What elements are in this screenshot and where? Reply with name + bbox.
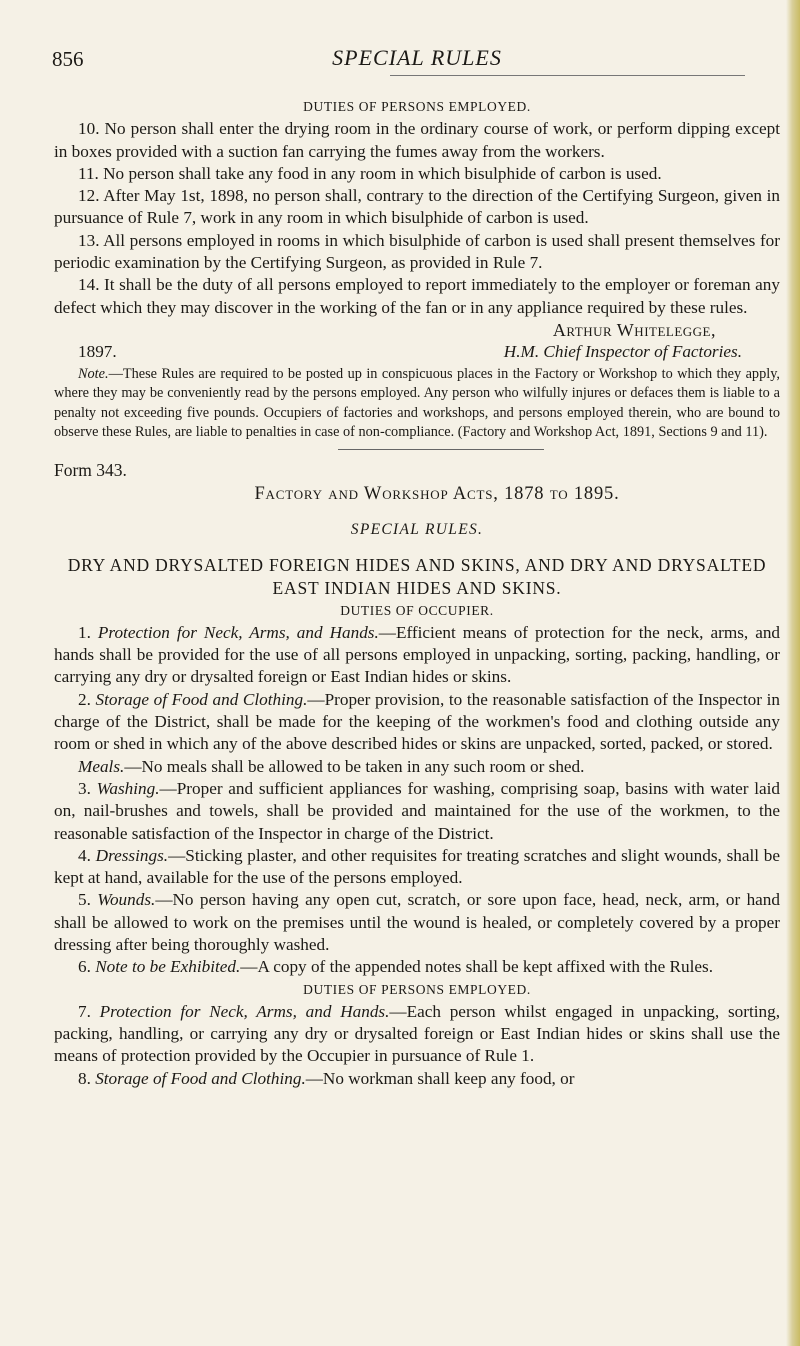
rule-title: Dressings. <box>95 845 169 865</box>
rule-number: 7. <box>78 1001 91 1021</box>
rule-title: Storage of Food and Clothing. <box>95 689 308 709</box>
rule-text: —Proper provision, to the reasonable satisfaction of the Inspector in charge of the District, shall be made for the keeping of the workmen's food and clothing outside any room or shed in which any of the above described hides or skins are unpacked, sorted, packed, or stored. <box>54 689 780 754</box>
rule-text: —A copy of the appended notes shall be kept affixed with the Rules. <box>240 957 714 977</box>
rule-title: Wounds. <box>97 890 156 910</box>
special-rules-heading: SPECIAL RULES. <box>350 521 484 539</box>
rule-12: 12. After May 1st, 1898, no person shall, contrary to the direction of the Certifying Surgeon, given in pursuance of Rule 7, work in any room in which bisulphide of carbon is used. <box>54 186 780 228</box>
rule-text: —Sticking plaster, and other requisites for treating scratches and slight wounds, shall be kept at hand, available for the use of the persons employed. <box>54 845 781 888</box>
section-heading-occupier: DUTIES OF OCCUPIER. <box>340 602 494 618</box>
note-label: Note. <box>78 365 109 382</box>
header-rule <box>390 75 745 76</box>
running-head: SPECIAL RULES <box>332 45 502 70</box>
rule-text: —No workman shall keep any food, or <box>305 1068 575 1088</box>
rule-text: —Proper and sufficient appliances for washing, comprising soap, basins with water laid on, nail-brushes and towels, shall be provided and maintained for the use of the workmen, to the reasonable satisfaction of the Inspector in charge of the District. <box>54 778 781 843</box>
rule-1 <box>54 622 780 689</box>
signature-name: Arthur Whitelegge, <box>552 319 716 340</box>
rule-text: —No person having any open cut, scratch, or sore upon face, head, neck, arm, or hand shall be allowed to work on the premises until the wound is healed, or completely covered by a proper dressing after being thoroughly washed. <box>54 890 780 954</box>
rule-text: —No meals shall be allowed to be taken in any such room or shed. <box>124 756 585 776</box>
rule-4 <box>54 845 780 890</box>
rule-number: 2. <box>78 689 91 709</box>
rule-title: Note to be Exhibited. <box>95 957 241 977</box>
rule-title: Meals. <box>78 756 125 776</box>
rule-10: 10. No person shall enter the drying room in the ordinary course of work, or perform dipping except in boxes provided with a suction fan carrying the fumes away from the workers. <box>54 119 780 161</box>
rule-number: 5. <box>78 890 91 910</box>
signature-title: H.M. Chief Inspector of Factories. <box>503 342 742 362</box>
rule-8 <box>54 1068 780 1090</box>
note-paragraph <box>54 365 780 443</box>
rule-6 <box>54 956 780 978</box>
page-header <box>54 45 780 75</box>
signature-year: 1897. <box>78 342 117 362</box>
rule-number: 8. <box>78 1068 91 1088</box>
rule-text: —Efficient means of protection for the neck, arms, and hands shall be provided for the use of all persons employed in unpacking, sorting, packing, handling, or carrying any dry or drysalted foreign or East Indian hides or skins. <box>54 622 781 687</box>
rule-14: 14. It shall be the duty of all persons employed to report immediately to the employer or foreman any defect which they may discover in the working of the fan or in any appliance required by these rules. <box>54 275 780 317</box>
page-number: 856 <box>52 47 84 71</box>
form-label: Form 343. <box>54 459 127 480</box>
rule-number: 6. <box>78 957 91 977</box>
rule-text: —Each person whilst engaged in unpacking, sorting, packing, handling, or carrying any dry or drysalted foreign or East Indian hides or skins shall use the means of protection provided by the Occupier in pursuance of Rule 1. <box>54 1001 780 1066</box>
rule-title: Protection for Neck, Arms, and Hands. <box>97 622 379 642</box>
page-body <box>54 96 780 1090</box>
rule-5 <box>54 889 780 956</box>
rule-title: Washing. <box>96 778 160 798</box>
section-heading-employed: DUTIES OF PERSONS EMPLOYED. <box>303 981 531 997</box>
acts-title: Factory and Workshop Acts, 1878 to 1895. <box>254 483 620 504</box>
rule-number: 1. <box>78 622 91 642</box>
rule-13: 13. All persons employed in rooms in which bisulphide of carbon is used shall present themselves for periodic examination by the Certifying Surgeon, as provided in Rule 7. <box>54 230 780 273</box>
rule-11: 11. No person shall take any food in any room in which bisulphide of carbon is used. <box>78 163 662 183</box>
rule-number: 4. <box>78 845 91 865</box>
section-heading-persons-employed: DUTIES OF PERSONS EMPLOYED. <box>303 99 531 114</box>
section-divider <box>338 449 544 450</box>
page-edge <box>786 0 800 1346</box>
rule-title: Storage of Food and Clothing. <box>95 1068 306 1088</box>
rule-7 <box>54 1001 780 1068</box>
rule-3 <box>54 778 780 845</box>
rule-meals <box>54 756 780 778</box>
main-title: DRY AND DRYSALTED FOREIGN HIDES AND SKINS, AND DRY AND DRYSALTED EAST INDIAN HIDES AND SKINS. <box>67 554 767 598</box>
signature-line <box>54 341 780 363</box>
rule-title: Protection for Neck, Arms, and Hands. <box>99 1001 390 1021</box>
form-row <box>54 459 780 483</box>
rule-2 <box>54 689 780 756</box>
rule-number: 3. <box>78 778 91 798</box>
note-text: —These Rules are required to be posted up in conspicuous places in the Factory or Workshop to which they apply, where they may be conveniently read by the persons employed. Any person who wilfully injures or defaces them is liable to a penalty not exceeding five pounds. Occupiers of factories and workshops, and persons employed therein, who are bound to observe these Rules, are liable to penalties in case of non-compliance. (Factory and Workshop Act, 1891, Sections 9 and 11). <box>54 365 780 441</box>
